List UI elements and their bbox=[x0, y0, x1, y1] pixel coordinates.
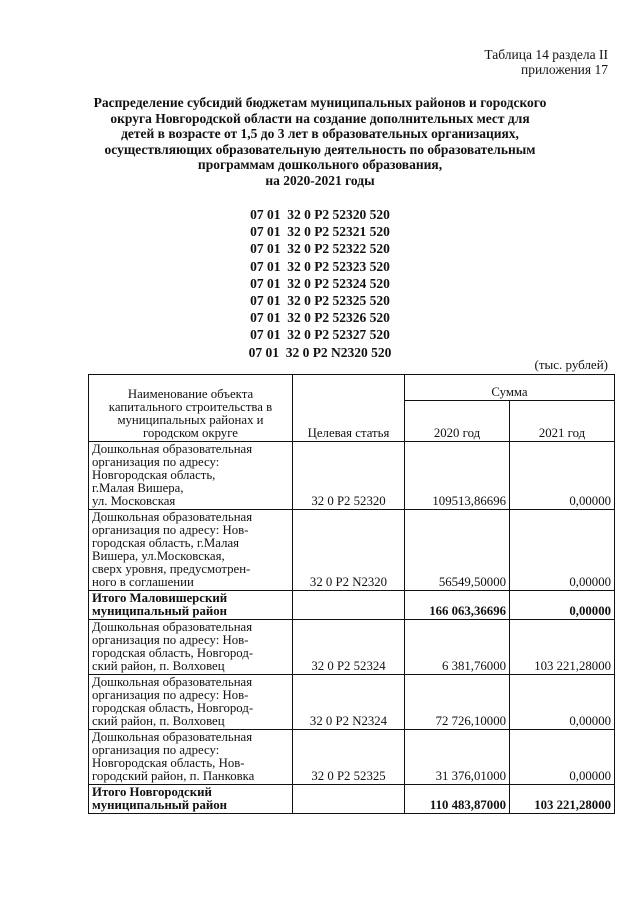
cell-sum-2021: 0,00000 bbox=[510, 591, 615, 620]
header-object-name: Наименование объекта капитального строительства в муниципальных районах и городском округе bbox=[89, 375, 293, 442]
object-name-line: организация по адресу: bbox=[92, 455, 220, 469]
table-row bbox=[89, 510, 615, 591]
object-name-line: г.Малая Вишера, bbox=[92, 481, 184, 495]
table-row bbox=[89, 730, 615, 785]
cell-sum-2020: 110 483,87000 bbox=[405, 785, 510, 814]
header-year-2021: 2021 год bbox=[510, 401, 615, 442]
cell-sum-2020: 109513,86696 bbox=[405, 442, 510, 510]
object-name-line: организация по адресу: Нов- bbox=[92, 688, 249, 702]
object-name-line: Новгородская область, bbox=[92, 468, 216, 482]
table-header-row bbox=[89, 375, 615, 401]
cell-sum-2021: 0,00000 bbox=[510, 730, 615, 785]
title-line: осуществляющих образовательную деятельность по образовательным bbox=[104, 141, 536, 157]
object-name-line: ский район, п. Волховец bbox=[92, 659, 225, 673]
cell-object-name bbox=[89, 785, 293, 814]
cell-object-name bbox=[89, 442, 293, 510]
cell-sum-2020: 56549,50000 bbox=[405, 510, 510, 591]
object-name-line: Дошкольная образовательная bbox=[92, 730, 253, 744]
budget-code: 07 01 32 0 Р2 52327 520 bbox=[250, 327, 390, 343]
header-sum: Сумма bbox=[405, 375, 615, 401]
budget-code-list bbox=[0, 206, 640, 361]
title-line: на 2020-2021 годы bbox=[265, 172, 375, 188]
units-label: (тыс. рублей) bbox=[534, 357, 608, 372]
document-title bbox=[60, 95, 580, 188]
budget-code: 07 01 32 0 Р2 52324 520 bbox=[250, 275, 390, 291]
object-name-line: ного в соглашении bbox=[92, 575, 194, 589]
table-reference bbox=[484, 47, 608, 77]
object-name-line: организация по адресу: Нов- bbox=[92, 633, 249, 647]
cell-object-name bbox=[89, 730, 293, 785]
object-name-line: муниципальный район bbox=[92, 604, 228, 618]
object-name-line: городская область, Новгород- bbox=[92, 701, 254, 715]
header-target-article: Целевая статья bbox=[293, 375, 405, 442]
budget-code: 07 01 32 0 Р2 52320 520 bbox=[250, 207, 390, 222]
object-name-line: Дошкольная образовательная bbox=[92, 675, 253, 689]
budget-code: 07 01 32 0 Р2 52325 520 bbox=[250, 293, 390, 309]
subsidy-table bbox=[88, 374, 615, 814]
object-name-line: Дошкольная образовательная bbox=[92, 510, 253, 524]
table-total-row bbox=[89, 591, 615, 620]
table-total-row bbox=[89, 785, 615, 814]
cell-target-article: 32 0 Р2 52320 bbox=[293, 442, 405, 510]
cell-target-article: 32 0 Р2 52325 bbox=[293, 730, 405, 785]
cell-target-article bbox=[293, 785, 405, 814]
budget-code: 07 01 32 0 Р2 52323 520 bbox=[250, 258, 390, 274]
cell-sum-2021: 103 221,28000 bbox=[510, 785, 615, 814]
cell-target-article: 32 0 Р2 52324 bbox=[293, 620, 405, 675]
title-line: Распределение субсидий бюджетам муниципальных районов и городского bbox=[93, 95, 547, 110]
table-reference-line: Таблица 14 раздела II bbox=[484, 47, 608, 62]
object-name-line: ул. Московская bbox=[92, 494, 176, 508]
header-year-2020: 2020 год bbox=[405, 401, 510, 442]
object-name-line: Дошкольная образовательная bbox=[92, 442, 253, 456]
title-line: округа Новгородской области на создание дополнительных мест для bbox=[110, 110, 530, 126]
object-name-line: Итого Маловишерский bbox=[92, 591, 228, 605]
cell-target-article: 32 0 Р2 N2324 bbox=[293, 675, 405, 730]
budget-code: 07 01 32 0 Р2 52321 520 bbox=[250, 224, 390, 240]
object-name-line: сверх уровня, предусмотрен- bbox=[92, 562, 251, 576]
object-name-line: городская область, Новгород- bbox=[92, 646, 254, 660]
budget-code: 07 01 32 0 Р2 52322 520 bbox=[250, 241, 390, 257]
cell-sum-2020: 6 381,76000 bbox=[405, 620, 510, 675]
cell-target-article bbox=[293, 591, 405, 620]
cell-object-name bbox=[89, 675, 293, 730]
budget-code: 07 01 32 0 Р2 N2320 520 bbox=[248, 344, 392, 360]
object-name-line: Дошкольная образовательная bbox=[92, 620, 253, 634]
cell-sum-2021: 103 221,28000 bbox=[510, 620, 615, 675]
cell-object-name bbox=[89, 510, 293, 591]
object-name-line: городская область, г.Малая bbox=[92, 536, 240, 550]
cell-target-article: 32 0 Р2 N2320 bbox=[293, 510, 405, 591]
title-line: программам дошкольного образования, bbox=[197, 157, 443, 172]
object-name-line: Вишера, ул.Московская, bbox=[92, 549, 225, 563]
object-name-line: Новгородская область, Нов- bbox=[92, 756, 245, 770]
cell-sum-2020: 31 376,01000 bbox=[405, 730, 510, 785]
cell-sum-2020: 166 063,36696 bbox=[405, 591, 510, 620]
table-body bbox=[89, 442, 615, 814]
object-name-line: муниципальный район bbox=[92, 798, 228, 812]
object-name-line: организация по адресу: Нов- bbox=[92, 523, 249, 537]
cell-sum-2021: 0,00000 bbox=[510, 442, 615, 510]
table-reference-line: приложения 17 bbox=[520, 62, 608, 77]
object-name-line: ский район, п. Волховец bbox=[92, 714, 225, 728]
object-name-line: организация по адресу: bbox=[92, 743, 220, 757]
cell-object-name bbox=[89, 620, 293, 675]
object-name-line: городский район, п. Панковка bbox=[92, 769, 255, 783]
title-line: детей в возрасте от 1,5 до 3 лет в образовательных организациях, bbox=[121, 126, 519, 141]
cell-sum-2021: 0,00000 bbox=[510, 675, 615, 730]
cell-object-name bbox=[89, 591, 293, 620]
table-row bbox=[89, 620, 615, 675]
cell-sum-2020: 72 726,10000 bbox=[405, 675, 510, 730]
cell-sum-2021: 0,00000 bbox=[510, 510, 615, 591]
table-row bbox=[89, 675, 615, 730]
budget-code: 07 01 32 0 Р2 52326 520 bbox=[250, 310, 390, 326]
object-name-line: Итого Новгородский bbox=[92, 785, 212, 799]
table-row bbox=[89, 442, 615, 510]
